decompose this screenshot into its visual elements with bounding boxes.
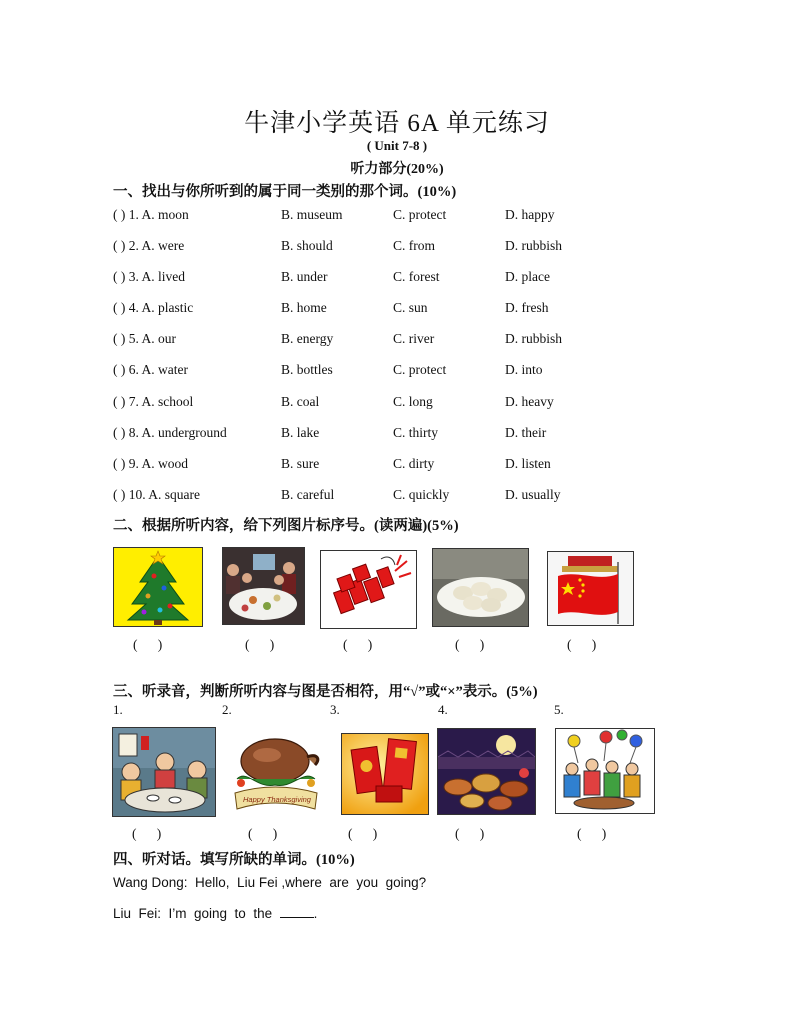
dialogue-text: Liu Fei: I’m going to the [113,906,280,921]
red-envelopes-icon [342,734,428,814]
section3-heading: 三、听录音，判断所听内容与图是否相符，用“√”或“×”表示。(5%) [113,684,538,700]
chinese-flag-icon [548,552,633,625]
party-picture [555,728,655,814]
question-number-option-a: ( ) 1. A. moon [113,207,189,222]
question-number-option-a: ( ) 7. A. school [113,394,194,409]
section4-heading: 四、听对话。填写所缺的单词。(10%) [113,852,355,868]
option-b: B. should [281,238,333,253]
question-number-option-a: ( ) 5. A. our [113,331,176,346]
option-b: B. home [281,300,327,315]
option-c: C. protect [393,362,447,377]
option-b: B. sure [281,456,320,471]
option-c: C. protect [393,207,447,222]
answer-blank[interactable]: ( ) [133,637,163,652]
option-c: C. forest [393,269,440,284]
listening-part-label: 听力部分(20%) [350,162,444,177]
option-d: D. place [505,269,550,284]
answer-blank[interactable]: ( ) [455,637,485,652]
fill-in-blank[interactable] [280,905,314,918]
option-b: B. careful [281,487,335,502]
option-b: B. energy [281,331,334,346]
party-icon [556,729,654,813]
option-d: D. usually [505,487,561,502]
christmas-tree-picture [113,547,203,627]
option-b: B. under [281,269,328,284]
answer-blank[interactable]: ( ) [132,826,162,841]
unit-subtitle: ( Unit 7-8 ) [366,138,428,153]
new-year-dinner-icon [113,728,215,816]
question-number-option-a: ( ) 8. A. underground [113,425,227,440]
option-d: D. into [505,362,543,377]
picture-number: 2. [222,702,232,717]
picture-number: 3. [330,702,340,717]
option-d: D. happy [505,207,555,222]
option-c: C. sun [393,300,428,315]
answer-blank[interactable]: ( ) [248,826,278,841]
thanksgiving-turkey-picture [226,728,325,818]
question-number-option-a: ( ) 4. A. plastic [113,300,194,315]
thanksgiving-turkey-icon [227,729,324,817]
page-title: 牛津小学英语 6A 单元练习 [244,110,550,137]
dumplings-picture [432,548,529,627]
option-d: D. heavy [505,394,554,409]
family-dinner-icon [223,548,304,624]
question-number-option-a: ( ) 3. A. lived [113,269,185,284]
question-number-option-a: ( ) 10. A. square [113,487,200,502]
section2-heading: 二、根据所听内容，给下列图片标序号。(读两遍)(5%) [113,518,459,534]
option-b: B. coal [281,394,320,409]
option-b: B. museum [281,207,343,222]
red-envelopes-picture [341,733,429,815]
mooncake-festival-picture [437,728,536,815]
option-c: C. long [393,394,433,409]
option-c: C. thirty [393,425,439,440]
section1-heading: 一、找出与你所听到的属于同一类别的那个词。(10%) [113,184,457,200]
chinese-flag-picture [547,551,634,626]
banner-text: Happy Thanksgiving [243,795,311,804]
picture-number: 4. [438,702,448,717]
question-number-option-a: ( ) 2. A. were [113,238,185,253]
answer-blank[interactable]: ( ) [567,637,597,652]
option-d: D. their [505,425,547,440]
option-b: B. lake [281,425,320,440]
option-c: C. from [393,238,435,253]
option-d: D. rubbish [505,331,562,346]
firecrackers-icon [321,551,416,628]
answer-blank[interactable]: ( ) [455,826,485,841]
answer-blank[interactable]: ( ) [343,637,373,652]
option-b: B. bottles [281,362,333,377]
answer-blank[interactable]: ( ) [348,826,378,841]
family-dinner-picture [222,547,305,625]
option-d: D. listen [505,456,551,471]
picture-number: 5. [554,702,564,717]
option-c: C. quickly [393,487,450,502]
option-d: D. rubbish [505,238,562,253]
dialogue-line: Liu Fei: I’m going to the . [113,906,318,921]
question-number-option-a: ( ) 6. A. water [113,362,188,377]
answer-blank[interactable]: ( ) [245,637,275,652]
option-c: C. river [393,331,435,346]
question-number-option-a: ( ) 9. A. wood [113,456,188,471]
dialogue-line: Wang Dong: Hello, Liu Fei ,where are you going? [113,875,427,890]
mooncake-festival-icon [438,729,535,814]
firecrackers-picture [320,550,417,629]
christmas-tree-icon [114,548,202,626]
new-year-dinner-picture [112,727,216,817]
answer-blank[interactable]: ( ) [577,826,607,841]
option-d: D. fresh [505,300,549,315]
option-c: C. dirty [393,456,435,471]
picture-number: 1. [113,702,123,717]
dumplings-icon [433,549,528,626]
